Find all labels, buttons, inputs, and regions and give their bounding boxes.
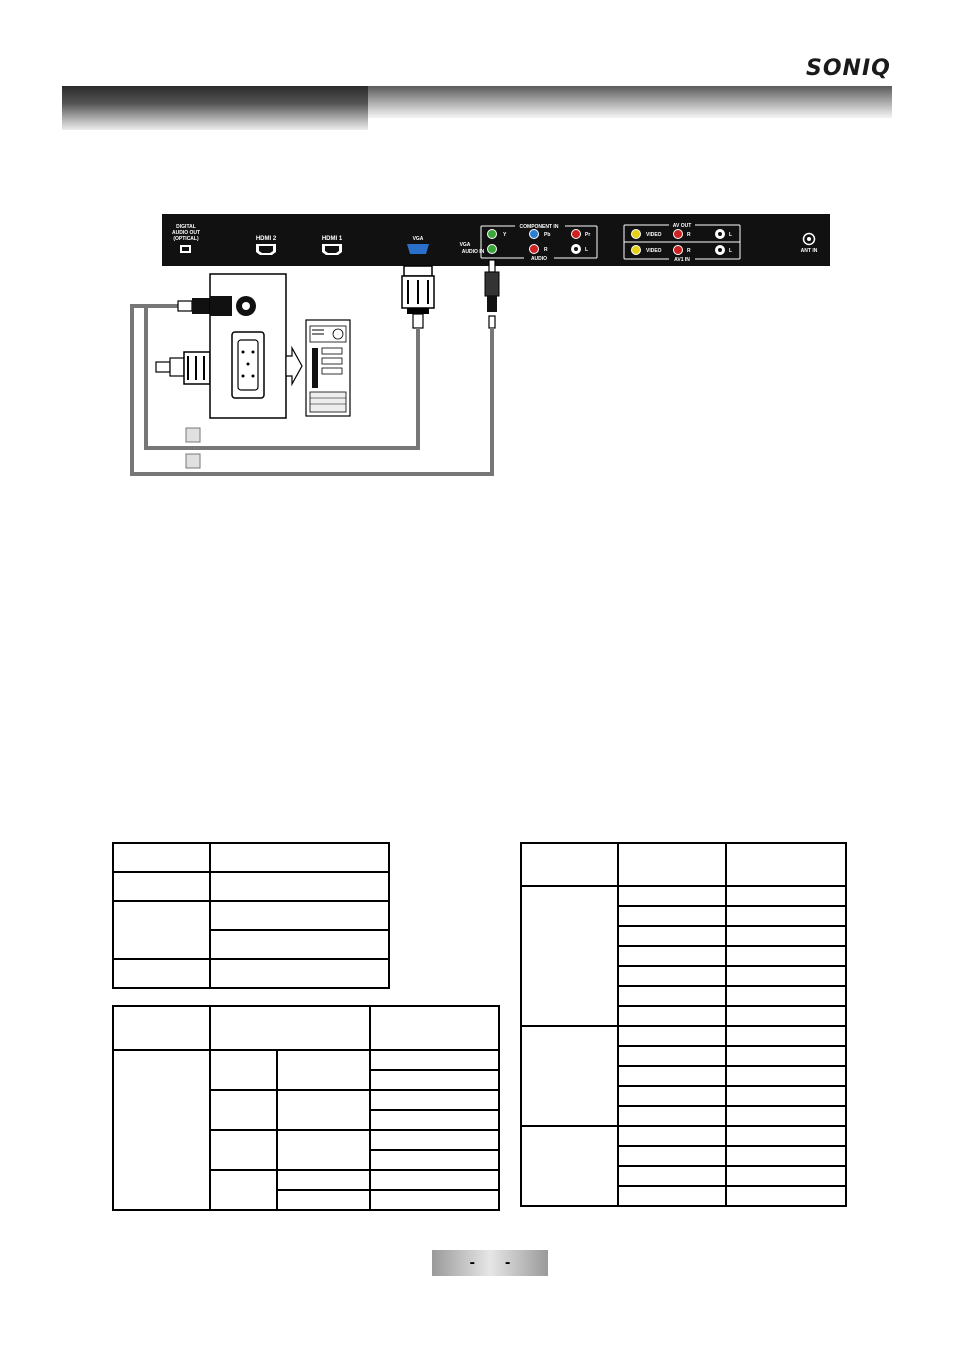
table-cell	[618, 906, 726, 926]
table-cell	[726, 1006, 846, 1026]
av-out-video-jack-icon	[632, 230, 641, 239]
table-cell	[521, 1026, 618, 1126]
hdmi2-label: HDMI 2	[255, 236, 277, 242]
component-pb-jack-icon	[530, 230, 539, 239]
av-in-l-label: L	[729, 248, 733, 254]
digital-audio-label-2: AUDIO OUT	[171, 230, 201, 236]
table-cell	[618, 886, 726, 906]
table-cell	[277, 1090, 370, 1130]
table-cell	[726, 1146, 846, 1166]
ant-in-label: ANT IN	[800, 248, 818, 254]
table-cell	[370, 1190, 499, 1210]
table-cell	[113, 1050, 210, 1210]
table-cell	[521, 843, 618, 886]
table-cell	[370, 1050, 499, 1070]
table-cell	[277, 1050, 370, 1090]
table-cell	[726, 906, 846, 926]
av-in-r-jack-icon	[674, 246, 683, 255]
table-cell	[113, 901, 210, 959]
table-cell	[618, 946, 726, 966]
table-cell	[726, 1066, 846, 1086]
component-pb-label: Pb	[544, 232, 551, 238]
table-cell	[618, 1106, 726, 1126]
table-cell	[618, 1026, 726, 1046]
vga-label: VGA	[412, 236, 424, 242]
spec-table-2	[112, 1005, 500, 1211]
table-cell	[277, 1190, 370, 1210]
audio-plug-icon	[485, 272, 499, 296]
table-cell	[726, 986, 846, 1006]
vga-audio-label-1: VGA	[459, 242, 471, 248]
header-bar-left	[62, 86, 368, 130]
component-pr-label: Pr	[585, 232, 591, 238]
table-cell	[618, 1066, 726, 1086]
table-cell	[210, 901, 389, 930]
table-cell	[618, 1126, 726, 1146]
digital-audio-label-1: DIGITAL	[176, 224, 196, 230]
table-cell	[113, 959, 210, 988]
av-in-video-label: VIDEO	[646, 248, 662, 254]
table-cell	[370, 1150, 499, 1170]
table-cell	[618, 926, 726, 946]
table-cell	[370, 1006, 499, 1050]
table-cell	[113, 1006, 210, 1050]
table-cell	[113, 872, 210, 901]
av-out-label: AV OUT	[672, 223, 692, 229]
table-cell	[618, 1046, 726, 1066]
header-bar-right	[368, 86, 892, 118]
table-cell	[618, 1186, 726, 1206]
brand-logo: SONIQ	[806, 56, 891, 81]
table-cell	[618, 1086, 726, 1106]
table-cell	[113, 843, 210, 872]
digital-audio-label-3: (OPTICAL)	[173, 236, 199, 242]
table-cell	[726, 1166, 846, 1186]
component-y-label: Y	[503, 232, 507, 238]
table-cell	[370, 1090, 499, 1110]
page-dash-right: -	[505, 1254, 511, 1271]
table-cell	[210, 1170, 277, 1210]
audio-r-jack-icon	[530, 245, 539, 254]
table-cell	[370, 1130, 499, 1150]
component-y-jack-icon	[488, 230, 497, 239]
av-in-r-label: R	[687, 248, 691, 254]
audio-r-label: R	[544, 247, 548, 253]
table-cell	[618, 1006, 726, 1026]
table-cell	[726, 843, 846, 886]
table-cell	[370, 1070, 499, 1090]
table-cell	[210, 843, 389, 872]
table-cell	[618, 966, 726, 986]
table-cell	[521, 1126, 618, 1206]
av-out-r-jack-icon	[674, 230, 683, 239]
table-cell	[277, 1130, 370, 1170]
cable-marker-1	[186, 428, 200, 442]
table-cell	[210, 930, 389, 959]
av-in-label: AV1 IN	[674, 257, 690, 263]
table-cell	[370, 1110, 499, 1130]
table-cell	[726, 886, 846, 906]
vga-audio-jack-icon	[488, 245, 497, 254]
table-cell	[618, 1166, 726, 1186]
spec-table-1	[112, 842, 390, 989]
av-out-l-label: L	[729, 232, 733, 238]
component-pr-jack-icon	[572, 230, 581, 239]
av-in-video-jack-icon	[632, 246, 641, 255]
vga-port-icon	[407, 244, 429, 254]
audio-l-label: L	[585, 247, 589, 253]
arrow-icon	[286, 348, 302, 384]
cable-marker-2	[186, 454, 200, 468]
table-cell	[726, 1026, 846, 1046]
table-cell	[726, 946, 846, 966]
audio-label: AUDIO	[530, 256, 548, 262]
table-cell	[210, 1006, 370, 1050]
table-cell	[726, 1046, 846, 1066]
av-out-r-label: R	[687, 232, 691, 238]
spec-table-3	[520, 842, 847, 1207]
page-number-bar	[432, 1250, 548, 1276]
table-cell	[370, 1170, 499, 1190]
table-cell	[277, 1170, 370, 1190]
table-cell	[210, 1050, 277, 1090]
component-in-label: COMPONENT IN	[519, 224, 559, 230]
table-cell	[726, 1186, 846, 1206]
table-cell	[210, 872, 389, 901]
table-cell	[726, 966, 846, 986]
table-cell	[618, 1146, 726, 1166]
table-cell	[210, 1130, 277, 1170]
av-out-video-label: VIDEO	[646, 232, 662, 238]
table-cell	[521, 886, 618, 1026]
vga-audio-label-2: AUDIO IN	[461, 249, 485, 255]
table-cell	[726, 1086, 846, 1106]
table-cell	[726, 1126, 846, 1146]
table-cell	[618, 843, 726, 886]
table-cell	[210, 959, 389, 988]
connection-diagram	[120, 212, 840, 482]
hdmi1-label: HDMI 1	[321, 236, 343, 242]
table-cell	[210, 1090, 277, 1130]
pc-audio-plug-icon	[192, 298, 212, 314]
table-cell	[726, 926, 846, 946]
table-cell	[726, 1106, 846, 1126]
table-cell	[618, 986, 726, 1006]
page-dash-left: -	[469, 1254, 475, 1271]
